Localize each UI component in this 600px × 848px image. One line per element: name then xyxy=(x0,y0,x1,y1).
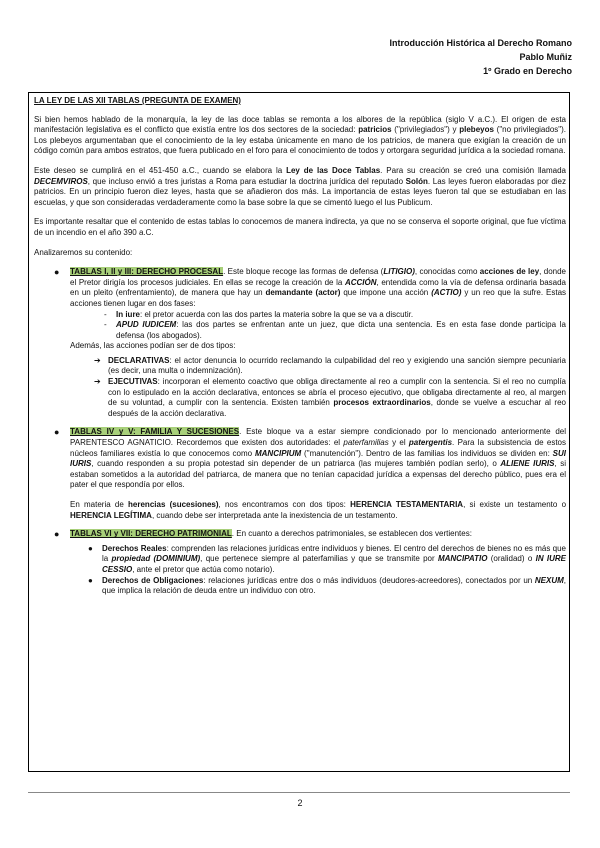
term-decemviros: DECEMVIROS xyxy=(34,176,88,186)
list-item-procesal: ● TABLAS I, II y III: DERECHO PROCESAL. Este bloque recoge las formas de defensa (LITIGIO), conocidas como acciones de ley, donde el Pretor dirigía los procesos judiciales. En ellas se recoge la creación de la ACCIÓN, entendida como la vía de defensa ordinaria basada en un pleito (enfrentamiento), de manera que hay un demandante (actor) que impone una acción (ACTIO) y un reo que la sufre. Estas acciones tienen lugar en dos fases: - In iure: el pretor acuerda con las dos partes la materia sobre la que se va a discutir. - APUD IUDICEM: las dos partes se enfrentan ante un juez, que dicta una sentencia. Es en esta fase donde participa la defensa (los abogados). Además, las acciones podían ser de dos tipos: ➔ DECLARATIVAS: el actor denuncia lo ocurrido reclamando la culpabilidad del reo y exigiendo una sanción siempre pecuniaria (es decir, una multa o indemnización). ➔ EJECUTIVAS: incorporan el elemento coactivo que obliga directamente al reo a cumplir con la sentencia. Si el reo no cumplía con lo estipulado en la acción declarativa, entonces se abría el proceso ejecutivo, que obligaba directamente al reo, al margen de su voluntad, a cumplir con la sentencia. Existen también procesos extraordinarios, donde se vuelve a escuchar al reo después de la acción declarativa. xyxy=(54,267,567,418)
bullet-dot-icon: ● xyxy=(88,575,93,585)
bullet-dot-icon: ● xyxy=(54,427,60,438)
patrimonial-list xyxy=(70,544,566,597)
list-item-familia: ● TABLAS IV y V: FAMILIA Y SUCESIONES. Este bloque va a estar siempre condicionado por lo mencionado anteriormente del PARENTESCO AGNATICIO. Recordemos que existen dos autoridades: el paterfamilias y el patergentis. Para la subsistencia de estos núcleos familiares existía lo que conocemos como MANCIPIUM ("manutención"). Dentro de las familias los individuos se dividen en: SUI IURIS, cuando responden a su propia potestad sin depender de un patriarca (las mujeres también podían serlo), o ALIENE IURIS, si estaban sometidos a la autoridad del patriarca, de manera que no tenían capacidad jurídica a expensas del derecho público, pues era el pater el que respondía por ellos. En materia de herencias (sucesiones), nos encontramos con dos tipos: HERENCIA TESTAMENTARIA, si existe un testamento o HERENCIA LEGÍTIMA, cuando debe ser interpretada ante la inexistencia de un testamento. xyxy=(54,427,567,520)
phases-list xyxy=(70,310,566,342)
grade-label: 1º Grado en Derecho xyxy=(483,66,572,76)
bullet-dot-icon: ● xyxy=(54,267,60,278)
course-title: Introducción Histórica al Derecho Romano xyxy=(389,38,572,48)
term-patricios: patricios xyxy=(358,125,392,135)
list-item-declarativas: ➔ DECLARATIVAS: el actor denuncia lo ocurrido reclamando la culpabilidad del reo y exigiendo una sanción siempre pecuniaria (es decir, una multa o indemnización). xyxy=(94,355,566,376)
arrow-right-icon: ➔ xyxy=(94,355,101,365)
arrow-right-icon: ➔ xyxy=(94,377,101,387)
paragraph-indirect: Es importante resaltar que el contenido de estas tablas lo conocemos de manera indirecta, ya que no se conserva el soporte original, que fue víctima de un incendio en el año 390 a.C. xyxy=(34,217,566,237)
action-types-list xyxy=(70,356,566,420)
bullet-dot-icon: ● xyxy=(54,529,60,540)
term-solon: Solón xyxy=(405,176,428,186)
section-title: LA LEY DE LAS XII TABLAS (PREGUNTA DE EXAMEN) xyxy=(34,96,241,105)
paragraph-creation: Este deseo se cumplirá en el 451-450 a.C., cuando se elabora la Ley de las Doce Tablas. Para su creación se creó una comisión llamada DECEMVIROS, que incluso envió a tres juristas a Roma para estudiar la doctrina jurídica del reputado Solón. Las leyes fueron elaboradas por diez patricios. En un principio fueron diez leyes, hasta que se añadieron dos más. La importancia de estas leyes fueron tal que se estudiaban en las escuelas, y que son consideradas verdaderamente como la base sobre la que se cimentó luego el Ius Publicum. xyxy=(34,165,567,207)
list-item-patrimonial: ● TABLAS VI y VII: DERECHO PATRIMONIAL. En cuanto a derechos patrimoniales, se establecen dos vertientes: ● Derechos Reales: comprenden las relaciones jurídicas entre individuos y bienes. El centro del derechos de bienes no es más que la propiedad (DOMINIUM), que pertenece siempre al paterfamilias y que se transmite por MANCIPATIO (oralidad) o IN IURE CESSIO, ante el pretor que actúa como notario). ● Derechos de Obligaciones: relaciones jurídicas entre dos o más individuos (deudores-acreedores), conectados por un NEXUM, que implica la relación de deuda entre un individuo con otro. xyxy=(54,529,567,596)
tables-list xyxy=(34,267,566,597)
term-ley-doce-tablas: Ley de las Doce Tablas xyxy=(286,165,381,175)
page-header xyxy=(389,36,572,78)
dash-icon: - xyxy=(104,309,107,319)
paragraph-herencias: En materia de herencias (sucesiones), nos encontramos con dos tipos: HERENCIA TESTAMENTARIA, si existe un testamento o HERENCIA LEGÍTIMA, cuando debe ser interpretada ante la inexistencia de un testamento. xyxy=(70,500,567,520)
paragraph-origin: Si bien hemos hablado de la monarquía, la ley de las doce tablas se remonta a los albores de la república (siglo V a.C.). El origen de esta manifestación legislativa es el conflicto que existía entre los dos sectores de la sociedad: patricios ("privilegiados") y plebeyos ("no privilegiados"). Los plebeyos argumentaban que el conocimiento de la ley estaba únicamente en mano de los patricios, de manera que exigían la creación de un código común para ambos estratos, que fuera publicado en el foro para el conocimiento de todos y ortorgara seguridad jurídica a la sociedad romana. xyxy=(34,114,567,156)
heading-familia-sucesiones: TABLAS IV y V: FAMILIA Y SUCESIONES xyxy=(70,427,240,437)
document-body xyxy=(34,96,566,605)
author-name: Pablo Muñiz xyxy=(519,52,572,62)
bullet-dot-icon: ● xyxy=(88,543,93,553)
paragraph-analysis: Analizaremos su contenido: xyxy=(34,247,133,257)
dash-icon: - xyxy=(104,320,107,330)
actions-intro: Además, las acciones podían ser de dos tipos: xyxy=(70,341,236,351)
page-number: 2 xyxy=(297,798,303,808)
list-item-derechos-reales: ● Derechos Reales: comprenden las relaciones jurídicas entre individuos y bienes. El centro del derechos de bienes no es más que la propiedad (DOMINIUM), que pertenece siempre al paterfamilias y que se transmite por MANCIPATIO (oralidad) o IN IURE CESSIO, ante el pretor que actúa como notario). xyxy=(88,543,567,574)
heading-derecho-procesal: TABLAS I, II y III: DERECHO PROCESAL xyxy=(70,267,224,277)
list-item-derechos-obligaciones: ● Derechos de Obligaciones: relaciones jurídicas entre dos o más individuos (deudores-acreedores), conectados por un NEXUM, que implica la relación de deuda entre un individuo con otro. xyxy=(88,575,566,596)
list-item-apud-iudicem: - APUD IUDICEM: las dos partes se enfrentan ante un juez, que dicta una sentencia. Es en esta fase donde participa la defensa (los abogados). xyxy=(104,320,566,340)
footer-divider xyxy=(28,792,570,793)
list-item-ejecutivas: ➔ EJECUTIVAS: incorporan el elemento coactivo que obliga directamente al reo a cumplir con la sentencia. Si el reo no cumplía con lo estipulado en la acción declarativa, entonces se abría el proceso ejecutivo, que obligaba directamente al reo, al margen de su voluntad, a cumplir con la sentencia. Existen también procesos extraordinarios, donde se vuelve a escuchar al reo después de la acción declarativa. xyxy=(94,377,566,418)
heading-derecho-patrimonial: TABLAS VI y VII: DERECHO PATRIMONIAL xyxy=(70,529,232,539)
list-item-in-iure: - In iure: el pretor acuerda con las dos partes la materia sobre la que se va a discutir. xyxy=(104,309,414,319)
term-plebeyos: plebeyos xyxy=(459,125,494,135)
